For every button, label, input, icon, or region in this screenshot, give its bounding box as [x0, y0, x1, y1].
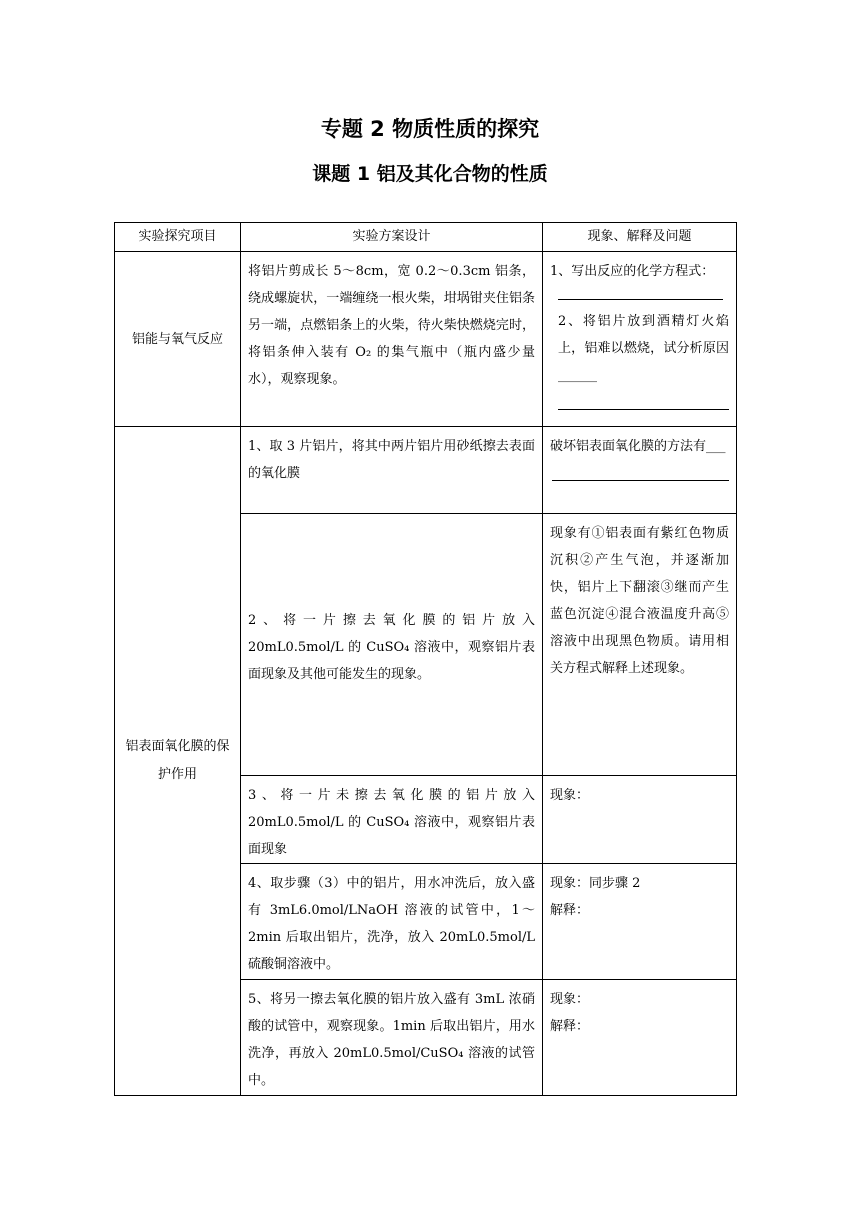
item-oxide-film: 铝表面氧化膜的保护作用	[115, 427, 241, 1096]
page-subtitle: 课题 1 铝及其化合物的性质	[312, 163, 548, 185]
table-row	[115, 252, 737, 427]
result-step5-explanation: 解释：	[550, 1019, 590, 1034]
result-step5	[543, 980, 737, 1096]
design-step5: 5、将另一擦去氧化膜的铝片放入盛有 3mL 浓硝酸的试管中，观察现象。1min 后取出铝片，用水洗净，再放入 20mL0.5mol/CuSO₄ 溶液的试管中。	[241, 980, 543, 1096]
result-oxygen-reaction	[543, 252, 737, 427]
answer-line	[558, 285, 723, 300]
header-design: 实验方案设计	[241, 223, 543, 252]
header-result: 现象、解释及问题	[543, 223, 737, 252]
result-step4-phenomenon: 现象：同步骤 2	[550, 876, 641, 891]
result-step4	[543, 864, 737, 980]
result-step4-explanation: 解释：	[550, 903, 590, 918]
question-2: 2、将铝片放到酒精灯火焰上，铝难以燃烧，试分析原因______	[558, 314, 729, 383]
design-oxygen-reaction: 将铝片剪成长 5～8cm，宽 0.2～0.3cm 铝条，绕成螺旋状，一端缠绕一根火柴，坩埚钳夹住铝条另一端，点燃铝条上的火柴，待火柴快燃烧完时，将铝条伸入装有 O₂ 的集气瓶中（瓶内盛少量水），观察现象。	[241, 252, 543, 427]
header-item: 实验探究项目	[115, 223, 241, 252]
answer-line	[552, 466, 729, 481]
table-header-row	[115, 223, 737, 252]
result-step1-text: 破坏铝表面氧化膜的方法有___	[550, 439, 726, 454]
question-1: 1、写出反应的化学方程式：	[550, 264, 715, 279]
item-oxygen-reaction: 铝能与氧气反应	[115, 252, 241, 427]
design-step3: 3、将一片未擦去氧化膜的铝片放入 20mL0.5mol/L 的 CuSO₄ 溶液中，观察铝片表面现象	[241, 776, 543, 864]
table-row	[115, 427, 737, 514]
design-step2: 2、将一片擦去氧化膜的铝片放入 20mL0.5mol/L 的 CuSO₄ 溶液中，观察铝片表面现象及其他可能发生的现象。	[241, 514, 543, 776]
result-step3: 现象：	[543, 776, 737, 864]
page-title: 专题 2 物质性质的探究	[320, 117, 540, 141]
result-step5-phenomenon: 现象：	[550, 992, 590, 1007]
experiment-table	[114, 222, 737, 1096]
result-step1	[543, 427, 737, 514]
result-step2: 现象有①铝表面有紫红色物质沉积②产生气泡，并逐渐加快，铝片上下翻滚③继而产生蓝色沉淀④混合液温度升高⑤溶液中出现黑色物质。请用相关方程式解释上述现象。	[543, 514, 737, 776]
design-step4: 4、取步骤（3）中的铝片，用水冲洗后，放入盛有 3mL6.0mol/LNaOH 溶液的试管中，1～2min 后取出铝片，洗净，放入 20mL0.5mol/L 硫酸铜溶液中。	[241, 864, 543, 980]
design-step1: 1、取 3 片铝片，将其中两片铝片用砂纸擦去表面的氧化膜	[241, 427, 543, 514]
answer-line	[558, 395, 729, 410]
